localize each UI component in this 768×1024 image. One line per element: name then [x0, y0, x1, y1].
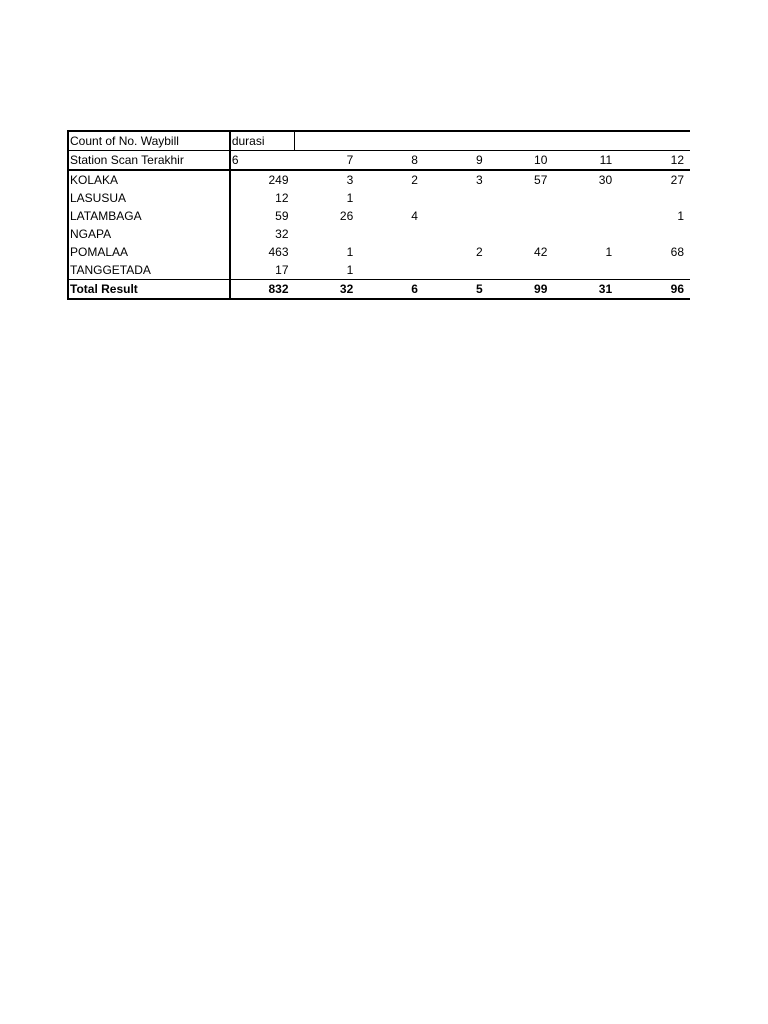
value-cell: 27 [670, 173, 684, 187]
value-cell: 1 [346, 191, 354, 205]
value-cell: 2 [411, 173, 418, 187]
value-cell: 32 [275, 227, 289, 241]
value-cell: 1 [346, 245, 354, 259]
column-header-cell: 9 [424, 151, 489, 171]
empty-cell [359, 131, 424, 151]
value-cell: 1 [605, 245, 613, 259]
value-cell [489, 225, 554, 243]
value-cell [424, 207, 489, 225]
value-cell: 59 [275, 209, 289, 223]
value-cell: 57 [534, 173, 548, 187]
value-cell: 463 [268, 245, 289, 259]
value-cell: 4 [411, 209, 418, 223]
value-cell [424, 225, 489, 243]
total-value-cell: 31 [553, 280, 618, 300]
column-field-button[interactable]: durasi [230, 131, 295, 151]
empty-cell [553, 131, 618, 151]
value-cell [295, 225, 360, 243]
table-row [68, 170, 690, 189]
value-cell: 68 [670, 245, 684, 259]
data-field-label[interactable]: Count of No. Waybill [68, 131, 230, 151]
column-header-cell: 8 [359, 151, 424, 171]
value-cell: 249 [268, 173, 289, 187]
pivot-header-row [68, 151, 690, 171]
value-cell [489, 207, 554, 225]
column-header-cell: 6 [230, 151, 295, 171]
row-field-button[interactable]: Station Scan Terakhir [68, 151, 230, 171]
value-cell: 26 [339, 209, 354, 223]
pivot-table [67, 130, 690, 300]
value-cell: 2 [476, 245, 483, 259]
value-cell [618, 189, 690, 207]
empty-cell [489, 131, 554, 151]
table-row [68, 207, 690, 225]
value-cell [618, 225, 690, 243]
value-cell [489, 189, 554, 207]
total-value-cell: 96 [618, 280, 690, 300]
pivot-field-row [68, 131, 690, 151]
value-cell [618, 261, 690, 280]
row-label-cell: KOLAKA [68, 170, 230, 189]
column-header-cell: 10 [489, 151, 554, 171]
empty-cell [295, 131, 360, 151]
spreadsheet-page [67, 130, 690, 306]
value-cell: 17 [275, 263, 289, 277]
value-cell [489, 261, 554, 280]
column-header-cell: 7 [295, 151, 360, 171]
column-header-cell: 12 [618, 151, 690, 171]
row-label-cell: LATAMBAGA [68, 207, 230, 225]
total-value-cell: 32 [295, 280, 360, 300]
value-cell [359, 243, 424, 261]
value-cell [553, 207, 618, 225]
table-row [68, 225, 690, 243]
empty-cell [618, 131, 690, 151]
value-cell [424, 189, 489, 207]
value-cell [359, 261, 424, 280]
row-label-cell: POMALAA [68, 243, 230, 261]
value-cell: 1 [346, 263, 354, 277]
value-cell [553, 189, 618, 207]
table-row [68, 243, 690, 261]
column-header-cell: 11 [553, 151, 618, 171]
value-cell: 1 [677, 209, 684, 223]
value-cell [553, 261, 618, 280]
row-label-cell: LASUSUA [68, 189, 230, 207]
table-row [68, 189, 690, 207]
total-value-cell: 6 [359, 280, 424, 300]
total-label-cell: Total Result [68, 280, 230, 300]
total-value-cell: 5 [424, 280, 489, 300]
row-label-cell: NGAPA [68, 225, 230, 243]
value-cell: 12 [275, 191, 289, 205]
value-cell [359, 189, 424, 207]
value-cell: 3 [476, 173, 483, 187]
value-cell [359, 225, 424, 243]
total-value-cell: 99 [489, 280, 554, 300]
total-value-cell: 832 [230, 280, 295, 300]
row-label-cell: TANGGETADA [68, 261, 230, 280]
table-row [68, 261, 690, 280]
value-cell: 42 [534, 245, 548, 259]
total-row [68, 280, 690, 300]
value-cell: 30 [598, 173, 613, 187]
value-cell [424, 261, 489, 280]
value-cell: 3 [346, 173, 354, 187]
empty-cell [424, 131, 489, 151]
value-cell [553, 225, 618, 243]
